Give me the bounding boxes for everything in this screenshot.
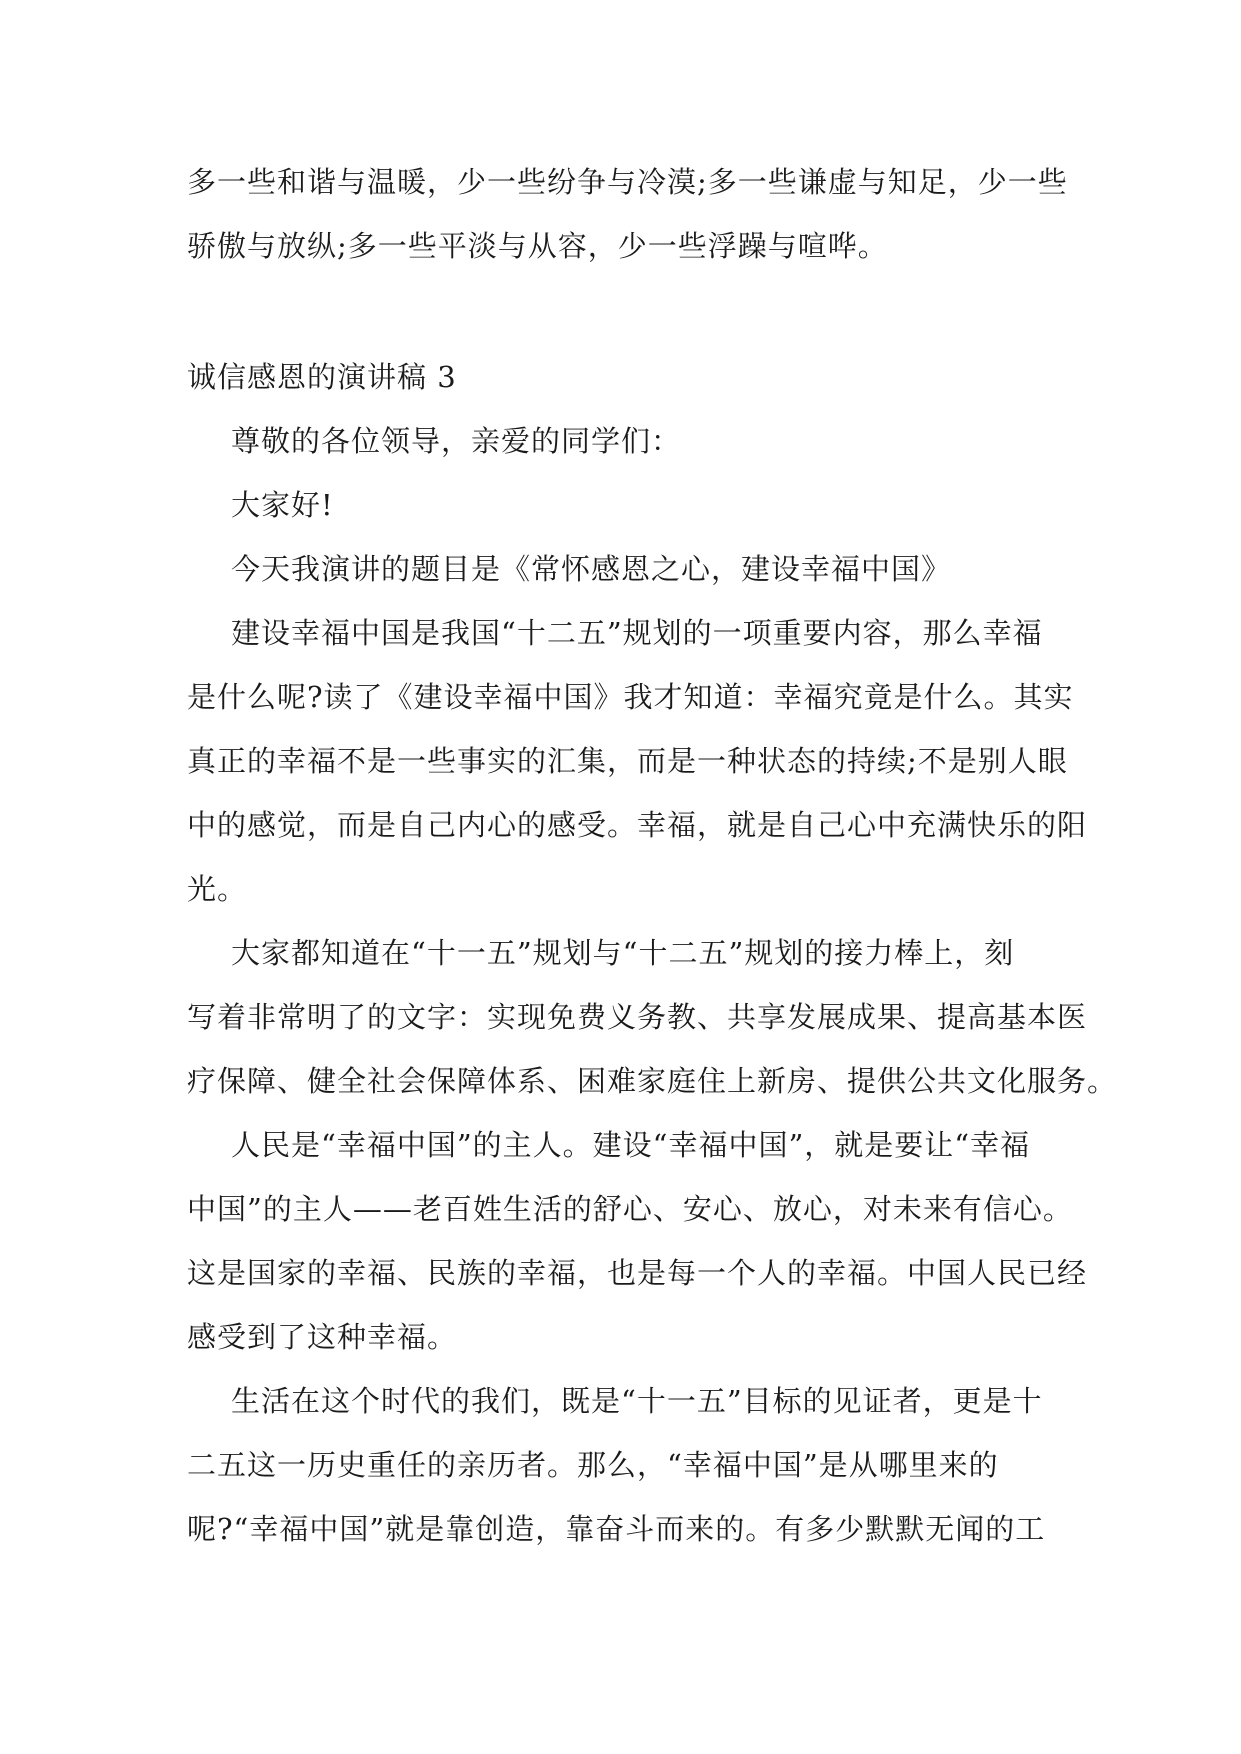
text-line: 感受到了这种幸福。 (187, 1320, 458, 1354)
text-line: 建设幸福中国是我国“十二五”规划的一项重要内容，那么幸福 (231, 616, 1043, 650)
text-line: 是什么呢?读了《建设幸福中国》我才知道：幸福究竟是什么。其实 (187, 680, 1074, 714)
paragraph-4 (187, 1369, 1067, 1561)
text-line: 疗保障、健全社会保障体系、困难家庭住上新房、提供公共文化服务。 (187, 1064, 1118, 1098)
speech-section (187, 345, 1118, 1561)
text-line: 光。 (187, 872, 248, 906)
text-line: 真正的幸福不是一些事实的汇集，而是一种状态的持续;不是别人眼 (187, 744, 1068, 778)
section-title: 诚信感恩的演讲稿 3 (187, 360, 457, 394)
hello-line: 大家好! (231, 488, 334, 522)
text-line: 人民是“幸福中国”的主人。建设“幸福中国”，就是要让“幸福 (231, 1128, 1031, 1162)
text-line: 二五这一历史重任的亲历者。那么，“幸福中国”是从哪里来的 (187, 1448, 999, 1482)
topic-line: 今天我演讲的题目是《常怀感恩之心，建设幸福中国》 (231, 552, 952, 586)
text-line: 生活在这个时代的我们，既是“十一五”目标的见证者，更是十 (231, 1384, 1043, 1418)
paragraph-3 (187, 1113, 1088, 1369)
paragraph-1 (187, 601, 1088, 921)
text-line: 呢?“幸福中国”就是靠创造，靠奋斗而来的。有多少默默无闻的工 (187, 1512, 1046, 1546)
text-line: 这是国家的幸福、民族的幸福，也是每一个人的幸福。中国人民已经 (187, 1256, 1088, 1290)
text-line: 多一些和谐与温暖，少一些纷争与冷漠;多一些谦虚与知足，少一些 (187, 165, 1068, 199)
text-line: 骄傲与放纵;多一些平淡与从容，少一些浮躁与喧哗。 (187, 229, 888, 263)
greeting-line: 尊敬的各位领导，亲爱的同学们： (231, 424, 682, 458)
text-line: 大家都知道在“十一五”规划与“十二五”规划的接力棒上，刻 (231, 936, 1015, 970)
text-line: 中国”的主人——老百姓生活的舒心、安心、放心，对未来有信心。 (187, 1192, 1073, 1226)
text-line: 中的感觉，而是自己内心的感受。幸福，就是自己心中充满快乐的阳 (187, 808, 1088, 842)
intro-paragraph (187, 150, 1067, 278)
text-line: 写着非常明了的文字：实现免费义务教、共享发展成果、提高基本医 (187, 1000, 1088, 1034)
paragraph-2 (187, 921, 1118, 1113)
